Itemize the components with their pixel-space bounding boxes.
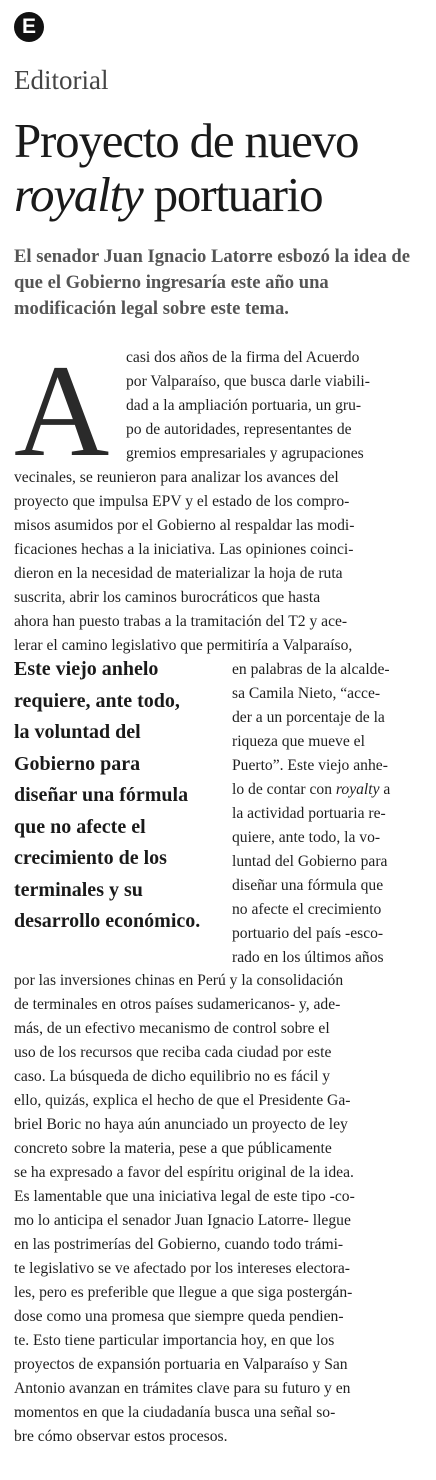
article-lead: El senador Juan Ignacio Latorre esbozó la idea de que el Gobierno ingresaría este año una modificación legal sobre este tema. [14, 246, 410, 319]
body-paragraph-side-column [232, 658, 390, 970]
section-label: Editorial [14, 65, 109, 95]
editorial-badge: E [14, 12, 44, 42]
pull-quote: Este viejo anhelo requiere, ante todo, la voluntad del Gobierno para diseñar una fórmula que no afecte el crecimiento de los terminales y su desarrollo económico. [14, 658, 201, 932]
side-column-italic: royalty [335, 781, 380, 798]
title-italic-word: royalty [14, 167, 143, 222]
body-paragraph-full-2: por las inversiones chinas en Perú y la consolidación de terminales en otros países sudamericanos- y, ade- más, de un efectivo mecanismo de control sobre el uso de los recursos que reciba cada ciudad por este caso. La búsqueda de dicho equilibrio no es fácil y ello, quizás, explica el hecho de que el Presidente Ga- briel Boric no haya aún anunciado un proyecto de ley concreto sobre la materia, pese a que públicamente se ha expresado a favor del espíritu original de la idea. Es lamentable que una iniciativa legal de este tipo -co- mo lo anticipa el senador Juan Ignacio Latorre- llegue en las postrimerías del Gobierno, cuando todo trámi- te legislativo se ve afectado por los intereses electora- les, pero es preferible que llegue a que siga postergán- dose como una promesa que siempre queda pendien- te. Esto tiene particular importancia hoy, en que los proyectos de expansión portuaria en Valparaíso y San Antonio avanzan en trámites clave para su futuro y en momentos en que la ciudadanía busca una señal so- bre cómo observar estos procesos. [14, 972, 355, 1445]
side-column-text-a: en palabras de la alcalde- sa Camila Nieto, “acce- der a un porcentaje de la riqueza que mueve el Puerto”. Este viejo anhe- lo de contar con [232, 661, 390, 798]
article-title [14, 114, 424, 222]
body-paragraph-intro: casi dos años de la firma del Acuerdo por Valparaíso, que busca darle viabili- dad a la ampliación portuaria, un gru- po de autoridades, representantes de gremios empresariales y agrupaciones [126, 349, 370, 462]
title-line-2-rest: portuario [142, 167, 323, 222]
side-column-text-b: a la actividad portuaria re- quiere, ante todo, la vo- luntad del Gobierno para diseñar una fórmula que no afecte el crecimiento portuario del país -esco- rado en los últimos años [232, 781, 391, 966]
title-line-1: Proyecto de nuevo [14, 113, 359, 168]
drop-cap: A [14, 337, 110, 484]
body-paragraph-full-1: vecinales, se reunieron para analizar los avances del proyecto que impulsa EPV y el estado de los compro- misos asumidos por el Gobierno al respaldar las modi- ficaciones hechas a la iniciativa. Las opiniones coinci- dieron en la necesidad de materializar la hoja de ruta suscrita, abrir los caminos burocráticos que hasta ahora han puesto trabas a la tramitación del T2 y ace- lerar el camino legislativo que permitiría a Valparaíso, [14, 469, 355, 654]
